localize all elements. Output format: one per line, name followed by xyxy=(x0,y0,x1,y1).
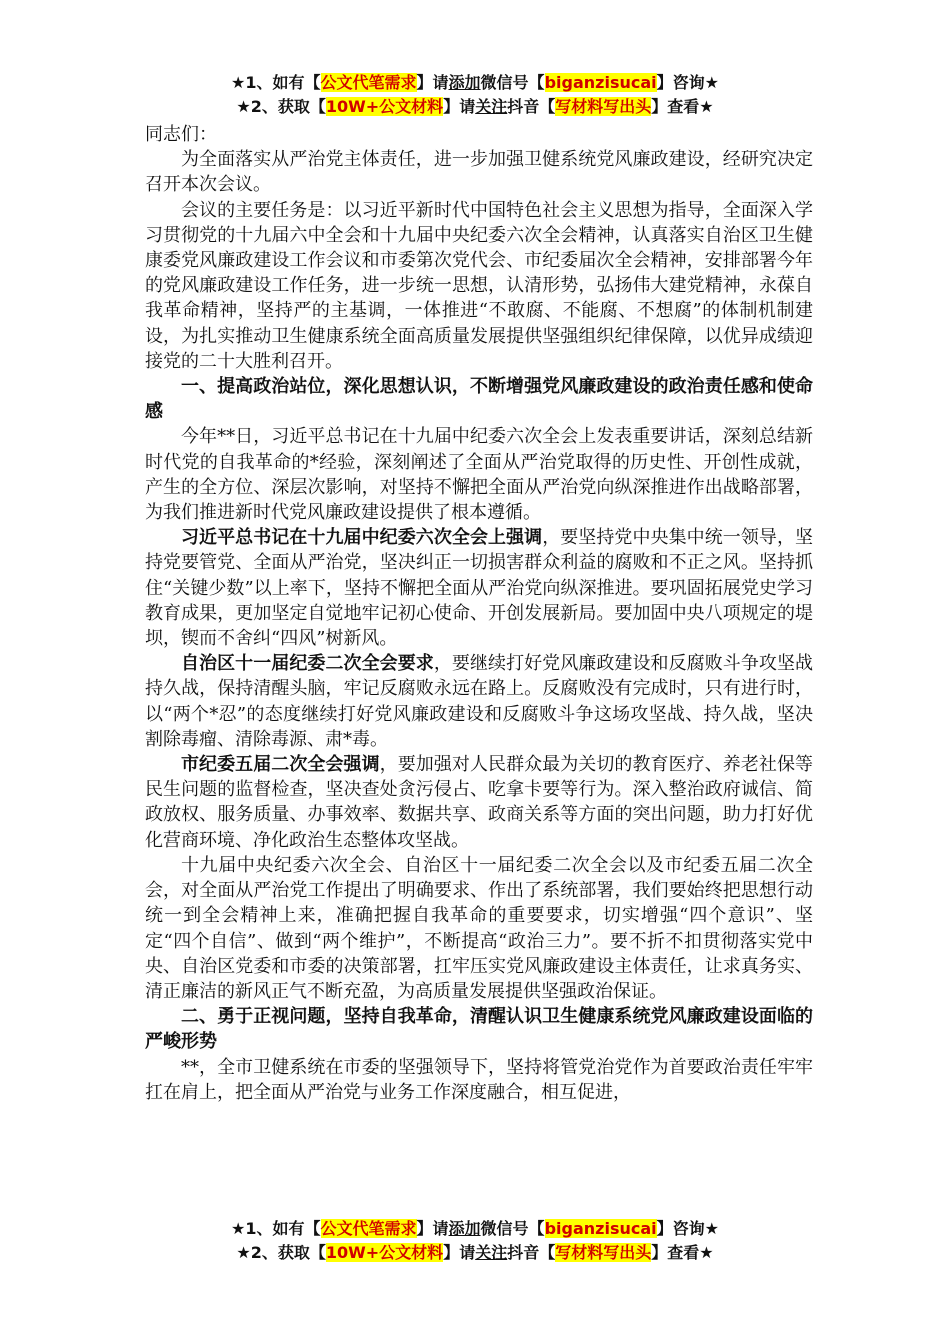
paragraph: 为全面落实从严治党主体责任，进一步加强卫健系统党风廉政建设，经研究决定召开本次会议。 xyxy=(145,149,813,196)
greeting: 同志们： xyxy=(145,124,217,145)
highlight-wechat-id: biganzisucai xyxy=(544,1219,657,1238)
header-banner-line-2: ★2、获取【10W+公文材料】请关注抖音【写材料写出头】查看★ xyxy=(236,97,714,116)
paragraph-lead: 自治区十一届纪委二次全会要求 xyxy=(181,653,434,675)
highlight-service: 公文代笔需求 xyxy=(320,73,417,92)
paragraph: 市纪委五届二次全会强调，要加强对人民群众最为关切的教育医疗、养老社保等民生问题的监督检查，坚决查处贪污侵占、吃拿卡要等行为。深入整治政府诚信、简政放权、服务质量、办事效率、数据共享、政商关系等方面的突出问题，助力打好优化营商环境、净化政治生态整体攻坚战。 xyxy=(145,754,814,851)
highlight-douyin-id: 写材料写出头 xyxy=(555,97,652,116)
highlight-service: 公文代笔需求 xyxy=(320,1219,417,1238)
paragraph: **，全市卫健系统在市委的坚强领导下，坚持将管党治党作为首要政治责任牢牢扛在肩上，把全面从严治党与业务工作深度融合，相互促进， xyxy=(145,1056,813,1103)
paragraph: 习近平总书记在十九届中纪委六次全会上强调，要坚持党中央集中统一领导，坚持党要管党、全面从严治党，坚决纠正一切损害群众利益的腐败和不正之风。坚持抓住“关键少数”以上率下，坚持不懈把全面从严治党向纵深推进。要巩固拓展党史学习教育成果，更加坚定自觉地牢记初心使命、开创发展新局。要加固中央八项规定的堤坝，锲而不舍纠“四风”树新风。 xyxy=(145,527,814,650)
highlight-materials: 10W+公文材料 xyxy=(325,97,444,116)
highlight-materials: 10W+公文材料 xyxy=(325,1243,444,1262)
section-heading: 一、提高政治站位，深化思想认识，不断增强党风廉政建设的政治责任感和使命感 xyxy=(145,376,813,423)
paragraph: 十九届中央纪委六次全会、自治区十一届纪委二次全会以及市纪委五届二次全会，对全面从严治党工作提出了明确要求、作出了系统部署，我们要始终把思想行动统一到全会精神上来，准确把握自我革命的重要要求，切实增强“四个意识”、坚定“四个自信”、做到“两个维护”，不断提高“政治三力”。要不折不扣贯彻落实党中央、自治区党委和市委的决策部署，扛牢压实党风廉政建设主体责任，让求真务实、清正廉洁的新风正气不断充盈，为高质量发展提供坚强政治保证。 xyxy=(145,854,813,1002)
footer-banner-line-1: ★1、如有【公文代笔需求】请添加微信号【biganzisucai】咨询★ xyxy=(231,1219,719,1238)
paragraph-lead: 市纪委五届二次全会强调 xyxy=(181,754,380,776)
paragraph: 今年**日，习近平总书记在十九届中纪委六次全会上发表重要讲话，深刻总结新时代党的自我革命的*经验，深刻阐述了全面从严治党取得的历史性、开创性成就，产生的全方位、深层次影响，对坚持不懈把全面从严治党向纵深推进作出战略部署，为我们推进新时代党风廉政建设提供了根本遵循。 xyxy=(145,426,813,524)
paragraph-lead: 习近平总书记在十九届中纪委六次全会上强调 xyxy=(181,527,543,549)
document-body xyxy=(145,122,813,1105)
highlight-wechat-id: biganzisucai xyxy=(544,73,657,92)
section-heading: 二、勇于正视问题，坚持自我革命，清醒认识卫生健康系统党风廉政建设面临的严峻形势 xyxy=(145,1006,813,1053)
header-banner-line-1: ★1、如有【公文代笔需求】请添加微信号【biganzisucai】咨询★ xyxy=(231,73,719,92)
highlight-douyin-id: 写材料写出头 xyxy=(555,1243,652,1262)
footer-banner-line-2: ★2、获取【10W+公文材料】请关注抖音【写材料写出头】查看★ xyxy=(236,1243,714,1262)
paragraph: 会议的主要任务是：以习近平新时代中国特色社会主义思想为指导，全面深入学习贯彻党的十九届六中全会和十九届中央纪委六次全会精神，认真落实自治区卫生健康委党风廉政建设工作会议和市委第次党代会、市纪委届次全会精神，安排部署今年的党风廉政建设工作任务，进一步统一思想，认清形势，弘扬伟大建党精神，永葆自我革命精神，坚持严的主基调，一体推进“不敢腐、不能腐、不想腐”的体制机制建设，为扎实推动卫生健康系统全面高质量发展提供坚强组织纪律保障，以优异成绩迎接党的二十大胜利召开。 xyxy=(145,199,813,372)
paragraph: 自治区十一届纪委二次全会要求，要继续打好党风廉政建设和反腐败斗争攻坚战持久战，保持清醒头脑，牢记反腐败永远在路上。反腐败没有完成时，只有进行时，以“两个*忍”的态度继续打好党风廉政建设和反腐败斗争这场攻坚战、持久战，坚决割除毒瘤、清除毒源、肃*毒。 xyxy=(145,653,814,750)
